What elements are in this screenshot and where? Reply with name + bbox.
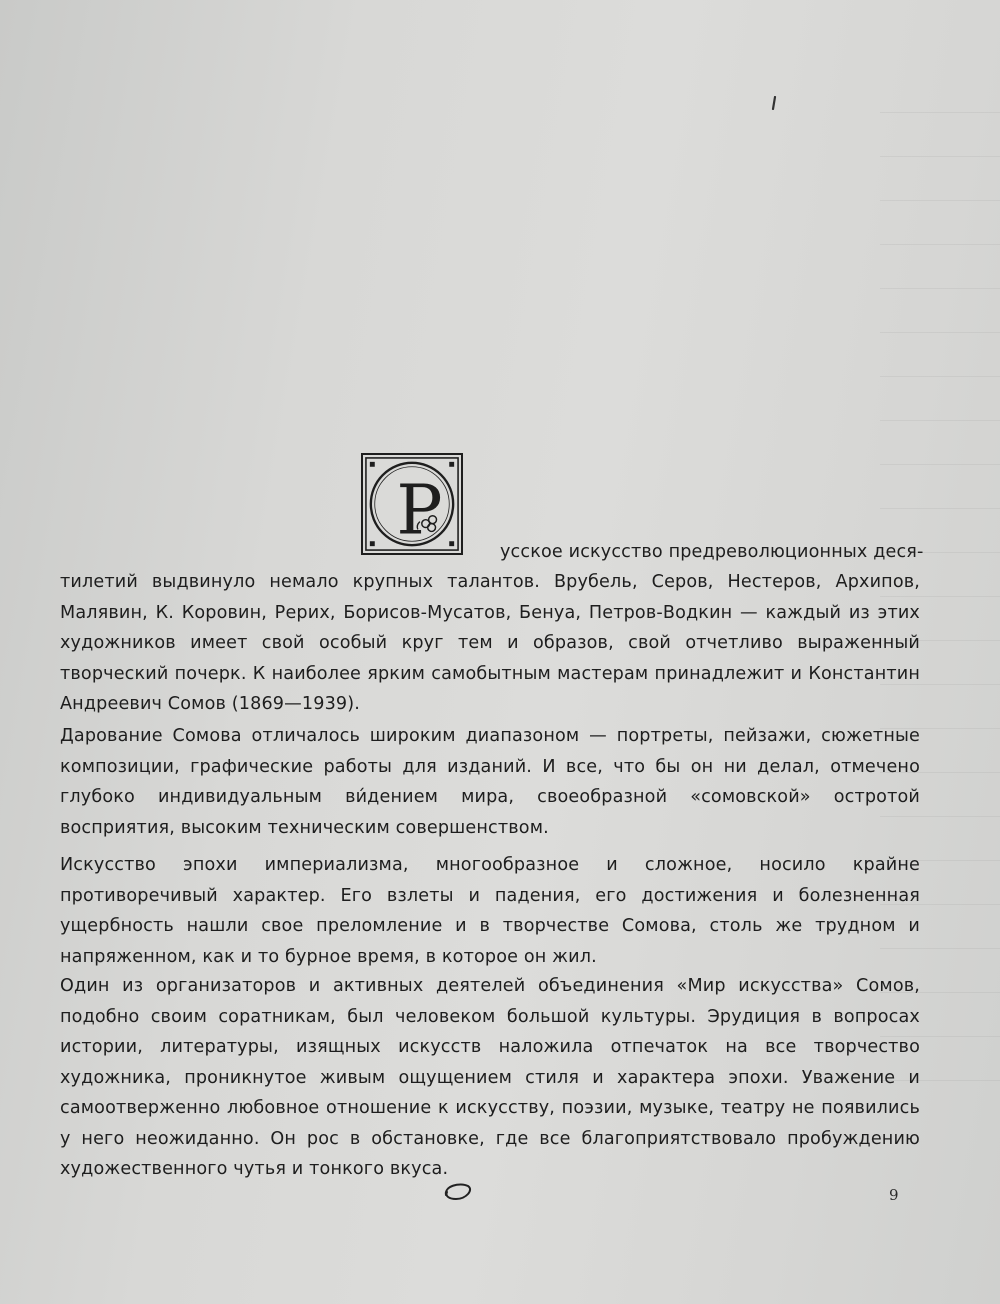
paragraph-2: Дарование Сомова отличалось широким диапазоном — портреты, пейзажи, сюжетные композиции, графические работы для изданий. И все, что бы он ни делал, отмечено глубоко индивидуальным ви́дением мира, своеобразной «сомовской» остротой восприятия, высоким техническим совершенством. — [60, 726, 920, 838]
paragraph-3: Искусство эпохи империализма, многообразное и сложное, носило крайне противоречивый характер. Его взлеты и падения, его достижения и болезненная ущербность нашли свое преломление и в творчестве Сомова, столь же трудном и напряженном, как и то бурное время, в которое он жил. — [60, 855, 920, 967]
drop-cap-letter: Р — [396, 470, 443, 551]
page-number: 9 — [889, 1186, 899, 1204]
paragraph-1-first-line: усское искусство предреволюционных деся- — [500, 542, 924, 562]
paragraph-1: тилетий выдвинуло немало крупных талантов. Врубель, Серов, Нестеров, Архипов, Малявин, К. Коровин, Рерих, Борисов-Мусатов, Бенуа, Петров-Водкин — каждый из этих художников имеет свой особый круг тем и образов, свой отчетливо выраженный творческий почерк. К наиболее ярким самобытным мастерам принадлежит и Константин Андреевич Сомов (1869—1939). — [60, 572, 920, 714]
pen-mark-loop — [440, 1180, 474, 1202]
pen-mark — [770, 96, 778, 110]
drop-cap-ornament — [363, 455, 461, 553]
drop-cap-initial — [361, 453, 463, 555]
paragraph-4: Один из организаторов и активных деятелей объединения «Мир искусства» Сомов, подобно своим соратникам, был человеком большой культуры. Эрудиция в вопросах истории, литературы, изящных искусств наложила отпечаток на все творчество художника, проникнутое живым ощущением стиля и характера эпохи. Уважение и самоотверженно любовное отношение к искусству, поэзии, музыке, театру не появились у него неожиданно. Он рос в обстановке, где все благоприятствовало пробуждению художественного чутья и тонкого вкуса. — [60, 976, 920, 1179]
